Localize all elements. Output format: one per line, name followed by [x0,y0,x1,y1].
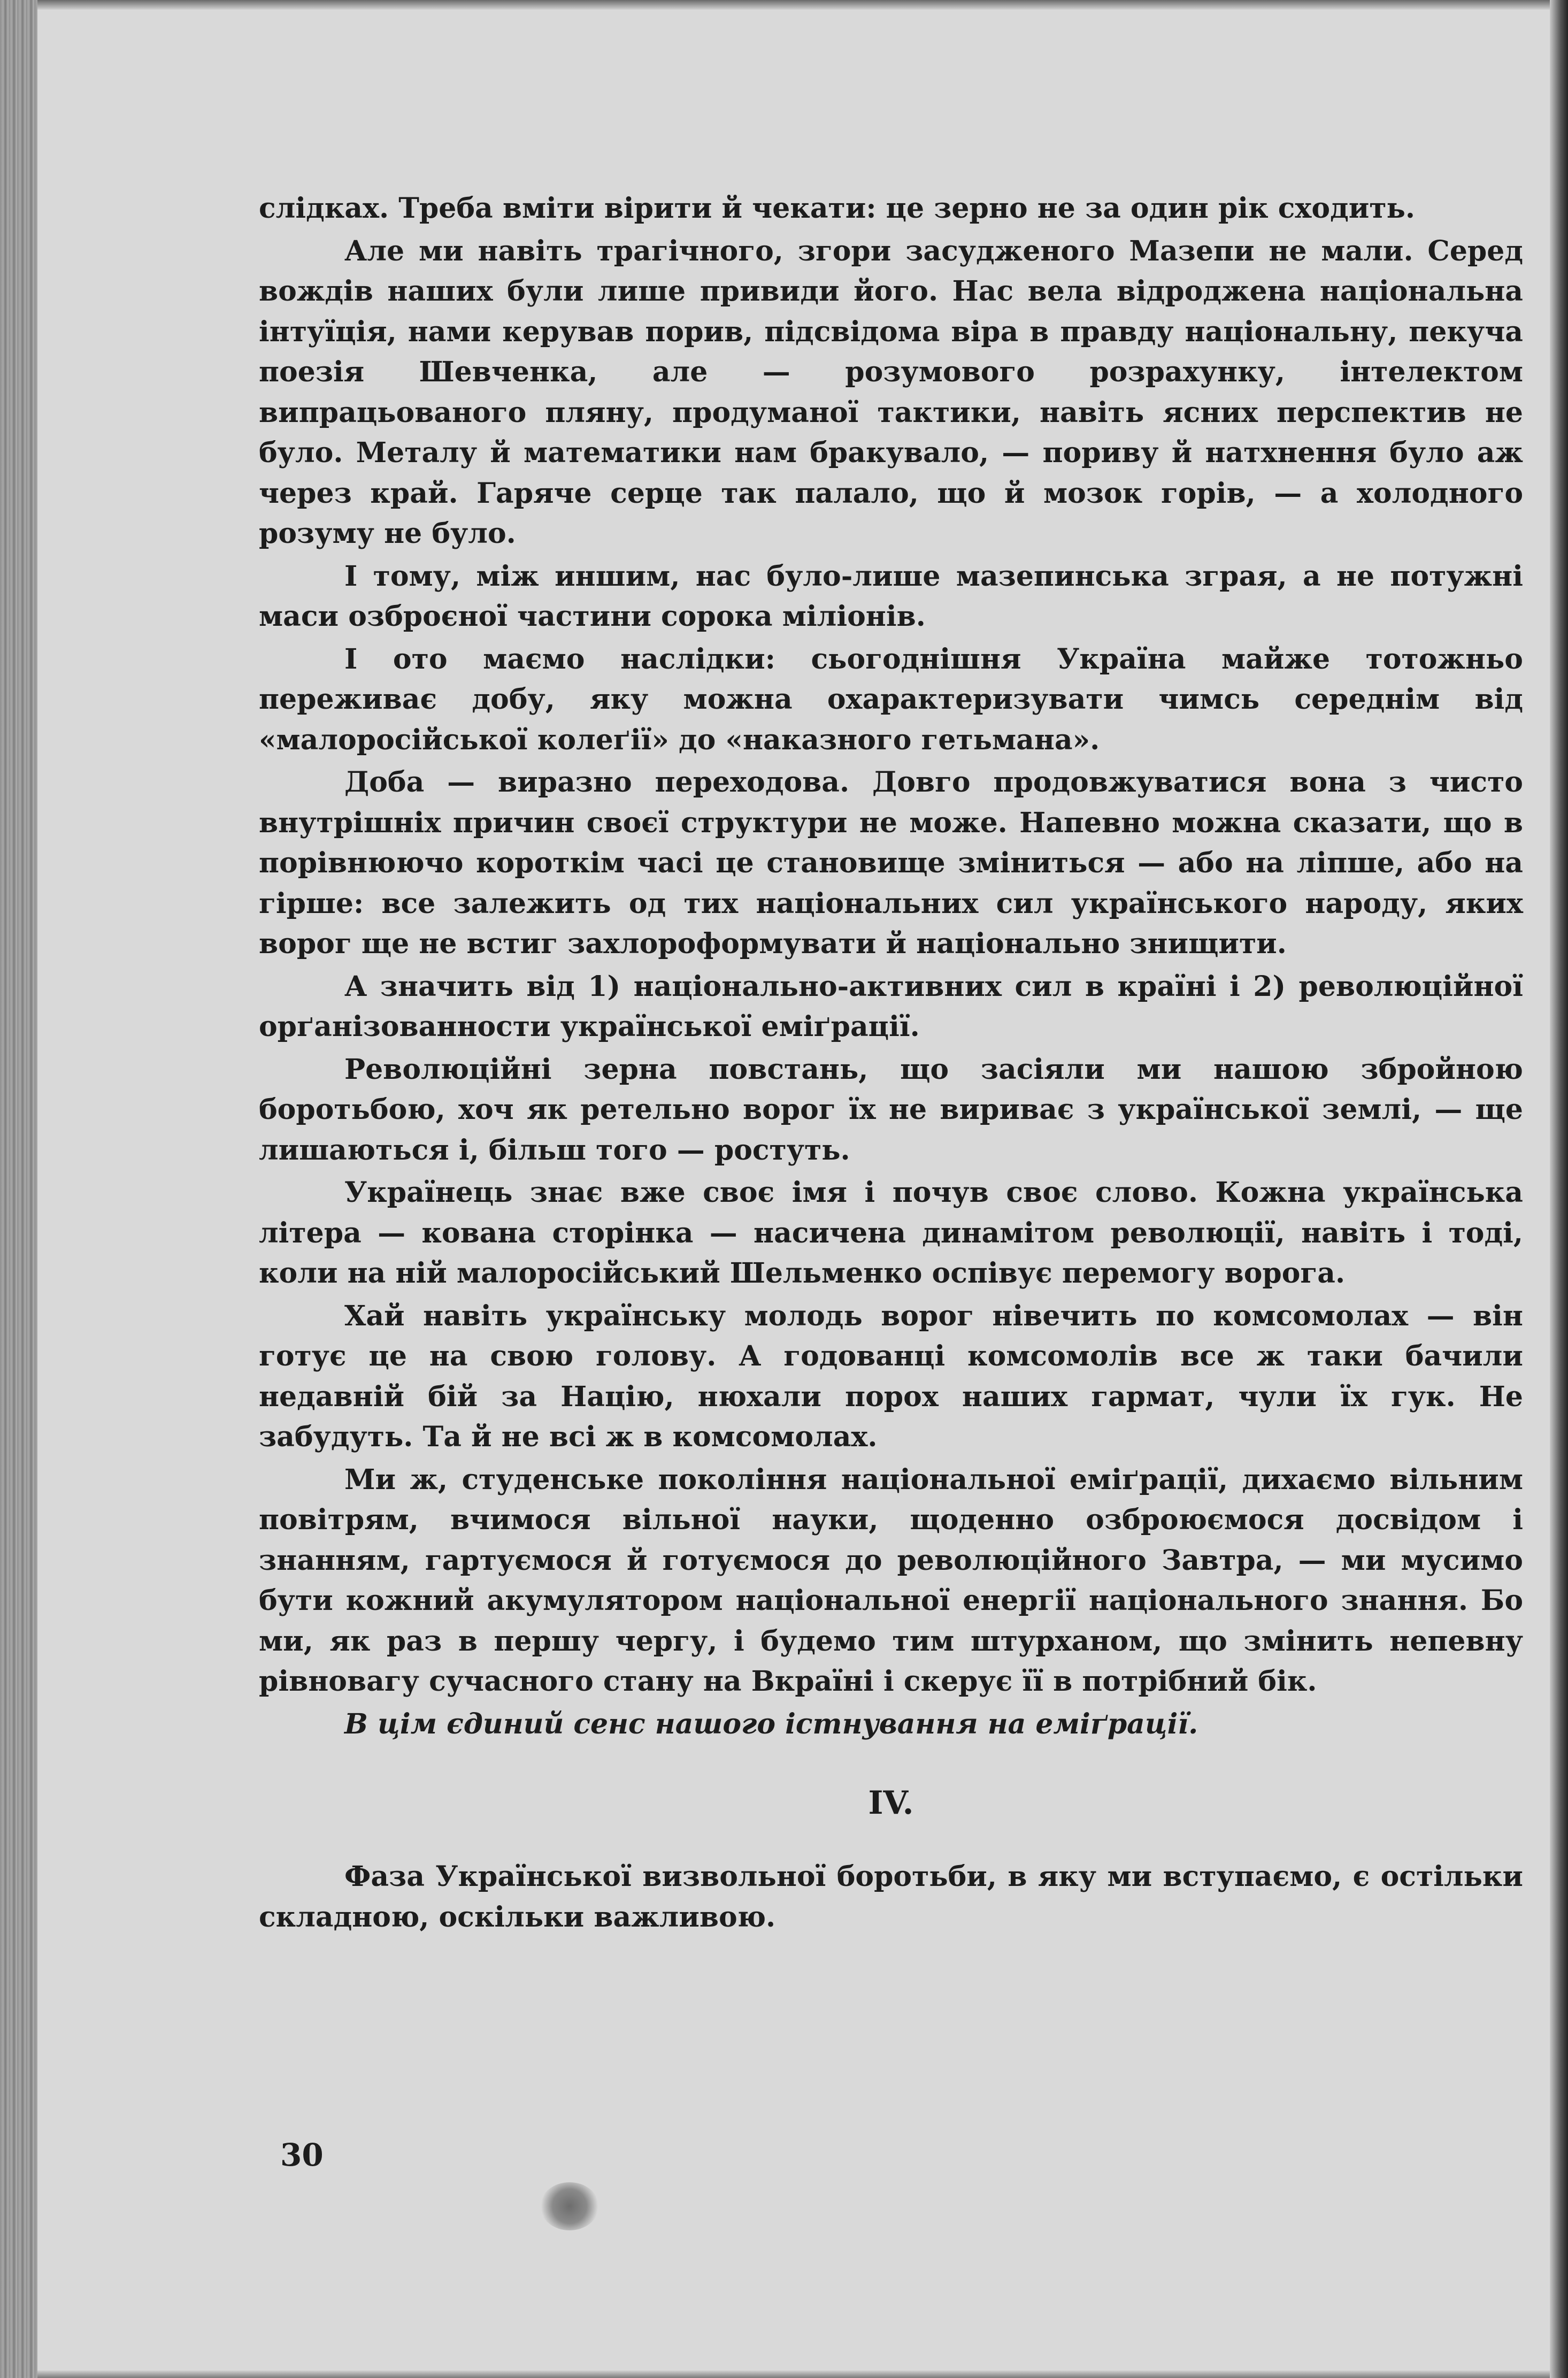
paragraph: І тому, між иншим, нас було-лише мазепинська зграя, а не потужні маси озброєної частини сорока міліонів. [259,559,1523,633]
paragraph: Ми ж, студенське покоління національної еміґрації, дихаємо вільним повітрям, вчимося вільної науки, щоденно озброюємося досвідом і знанням, гартуємося й готуємося до революційного Завтра, — ми мусимо бути кожний акумулятором національної енергії національного знання. Бо ми, як раз в першу чергу, і будемо тим штурханом, що змінить непевну рівновагу сучасного стану на Вкраїні і скерує її в потрібний бік. [259,1463,1523,1698]
page-right-edge [1550,0,1568,2378]
page-top-edge [37,0,1550,10]
page-bottom-edge [37,2371,1550,2378]
section-heading: IV. [868,1784,914,1822]
paragraph: А значить від 1) національно-активних сил в країні і 2) революційної орґанізованности української еміґрації. [259,970,1523,1043]
paragraph: Фаза Української визвольної боротьби, в яку ми вступаємо, є остільки складною, оскільки важливою. [259,1860,1523,1934]
paragraph: Українець знає вже своє імя і почув своє слово. Кожна українська літера — кована сторінка — насичена динамітом революції, навіть і тоді, коли на ній малоросійський Шельменко оспівує перемогу ворога. [259,1176,1523,1290]
paragraph: Революційні зерна повстань, що засіяли ми нашою збройною боротьбою, хоч як ретельно ворог їх не вириває з української землі, — ще лишаються і, більш того — ростуть. [259,1053,1523,1167]
paragraph: Доба — виразно переходова. Довго продовжуватися вона з чисто внутрішніх причин своєї структури не може. Напевно можна сказати, що в порівнюючо короткім часі це становище зміниться — або на ліпше, або на гірше: все залежить од тих національних сил українського народу, яких ворог ще не встиг захлороформувати й національно знищити. [259,766,1523,960]
paragraph: І ото маємо наслідки: сьогоднішня Україна майже тотожньо переживає добу, яку можна охарактеризувати чимсь середнім від «малоросійської колеґії» до «наказного гетьмана». [259,642,1523,756]
paragraph: Хай навіть українську молодь ворог нівечить по комсомолах — він готує це на свою голову. А годованці комсомолів все ж таки бачили недавній бій за Націю, нюхали порох наших гармат, чули їх гук. Не забудуть. Та й не всі ж в комсомолах. [259,1299,1523,1453]
ink-smudge [540,2182,599,2230]
page-body-text [259,188,1523,1939]
paragraph-italic-conclusion: В цім єдиний сенс нашого істнування на еміґрації. [344,1707,1198,1740]
paragraph-continued: слідках. Треба вміти вірити й чекати: це зерно не за один рік сходить. [259,192,1415,225]
book-binding-edge [0,0,37,2378]
page-number: 30 [280,2137,324,2173]
paragraph: Але ми навіть трагічного, згори засудженого Мазепи не мали. Серед вождів наших були лише привиди його. Нас вела відроджена національна інтуїція, нами керував порив, підсвідома віра в правду національну, пекуча поезія Шевченка, але — розумового розрахунку, інтелектом випрацьованого пляну, продуманої тактики, навіть ясних перспектив не було. Металу й математики нам бракувало, — пориву й натхнення було аж через край. Гаряче серце так палало, що й мозок горів, — а холодного розуму не було. [259,234,1523,550]
